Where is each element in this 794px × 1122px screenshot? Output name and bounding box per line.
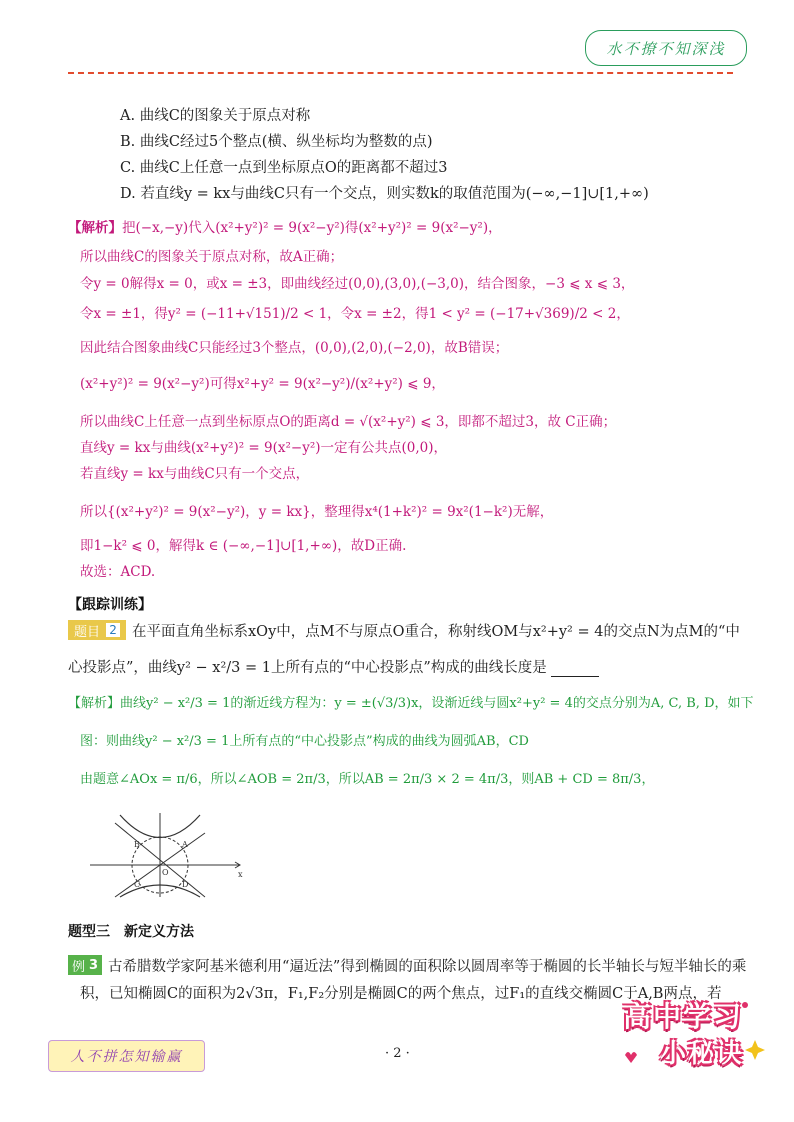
label-b: B [134, 840, 140, 849]
solution1-line-4: 因此结合图象曲线C只能经过3个整点，(0,0),(2,0),(−2,0)，故B错误； [80, 340, 509, 356]
solution1-line-10: 即1−k² ⩽ 0，解得k ∈ (−∞,−1]∪[1,+∞)，故D正确. [80, 538, 407, 554]
label-x: x [238, 870, 243, 879]
label-o: O [162, 868, 169, 877]
solution1-line-1: 所以曲线C的图象关于原点对称，故A正确； [80, 249, 344, 265]
logo-badge [605, 985, 770, 1075]
question2-line1: 在平面直角坐标系xOy中，点M不与原点O重合，称射线OM与x²+y² = 4的交点N为点M的“中 [132, 624, 740, 640]
header-divider [68, 72, 733, 74]
option-c: C. 曲线C上任意一点到坐标原点O的距离都不超过3 [120, 160, 448, 176]
section-title-3: 题型三 新定义方法 [68, 924, 194, 940]
solution1-line-11: 故选：ACD. [80, 564, 156, 580]
answer-blank [551, 662, 599, 677]
example3-line1: 古希腊数学家阿基米德利用“逼近法”得到椭圆的面积除以圆周率等于椭圆的长半轴长与短半轴长的乘 [108, 959, 747, 975]
label-a: A [182, 840, 188, 849]
option-d: D. 若直线y = kx与曲线C只有一个交点，则实数k的取值范围为(−∞,−1]∪[1,+∞) [120, 186, 649, 202]
hyperbola-figure [90, 805, 250, 900]
option-a: A. 曲线C的图象关于原点对称 [120, 108, 311, 124]
page-number: · 2 · [385, 1046, 410, 1061]
logo-line2: 小秘诀 [660, 1039, 745, 1069]
solution2-text-0: 曲线y² − x²/3 = 1的渐近线方程为：y = ±(√3/3)x，设渐近线与圆x²+y² = 4的交点分别为A, C, B, D，如下 [120, 696, 754, 711]
solution2-tag: 【解析】 [68, 696, 121, 711]
solution1-line-6: 所以曲线C上任意一点到坐标原点O的距离d = √(x²+y²) ⩽ 3，即都不超过3，故 C正确； [80, 414, 617, 430]
solution1-line-0 [68, 216, 502, 236]
solution1-line-8: 若直线y = kx与曲线C只有一个交点， [80, 466, 310, 482]
logo-line1: 高中学习 [623, 1000, 744, 1033]
solution1-line-2: 令y = 0解得x = 0，或x = ±3，即曲线经过(0,0),(3,0),(−3,0)，结合图象，−3 ⩽ x ⩽ 3， [80, 276, 635, 292]
solution2-line-0 [68, 692, 754, 711]
question2-line2-text: 心投影点”，曲线y² − x²/3 = 1上所有点的“中心投影点”构成的曲线长度是 [68, 660, 547, 676]
example-badge [68, 955, 102, 975]
label-d: D [182, 880, 189, 889]
footer-motto: 人不拼怎知输赢 [48, 1040, 205, 1072]
question2-line2 [68, 656, 599, 677]
label-c: C [134, 880, 141, 889]
solution2-line-2: 由题意∠AOx = π/6，所以∠AOB = 2π/3，所以AB = 2π/3 × 2 = 4π/3，则AB + CD = 8π/3， [80, 772, 655, 787]
section-training: 【跟踪训练】 [68, 597, 152, 613]
example-badge-label: 例 [71, 959, 85, 975]
solution1-line-9: 所以{(x²+y²)² = 9(x²−y²)，y = kx}，整理得x⁴(1+k²)² = 9x²(1−k²)无解， [80, 504, 554, 520]
solution1-tag: 【解析】 [68, 220, 122, 236]
option-b: B. 曲线C经过5个整点(横、纵坐标均为整数的点) [120, 134, 433, 150]
star-icon [745, 1040, 765, 1060]
heart-icon [625, 1052, 637, 1063]
question-badge-label: 题目 [74, 624, 101, 640]
solution1-text-0: 把(−x,−y)代入(x²+y²)² = 9(x²−y²)得(x²+y²)² = 9(x²−y²)， [122, 220, 502, 236]
example3-line2: 积，已知椭圆C的面积为2√3π，F₁,F₂分别是椭圆C的两个焦点，过F₁的直线交椭圆C于A,B两点，若 [80, 986, 722, 1002]
question-badge [68, 620, 126, 640]
solution1-line-3: 令x = ±1，得y² = (−11+√151)/2 < 1，令x = ±2，得1 < y² = (−17+√369)/2 < 2， [80, 306, 630, 322]
example-badge-number: 3 [88, 957, 99, 973]
header-motto: 水不撩不知深浅 [585, 30, 747, 66]
solution2-line-1: 图：则曲线y² − x²/3 = 1上所有点的“中心投影点”构成的曲线为圆弧AB，CD [80, 734, 529, 749]
question-badge-number: 2 [106, 623, 120, 637]
solution1-line-7: 直线y = kx与曲线(x²+y²)² = 9(x²−y²)一定有公共点(0,0)， [80, 440, 448, 456]
solution1-line-5: (x²+y²)² = 9(x²−y²)可得x²+y² = 9(x²−y²)/(x²+y²) ⩽ 9， [80, 376, 445, 392]
